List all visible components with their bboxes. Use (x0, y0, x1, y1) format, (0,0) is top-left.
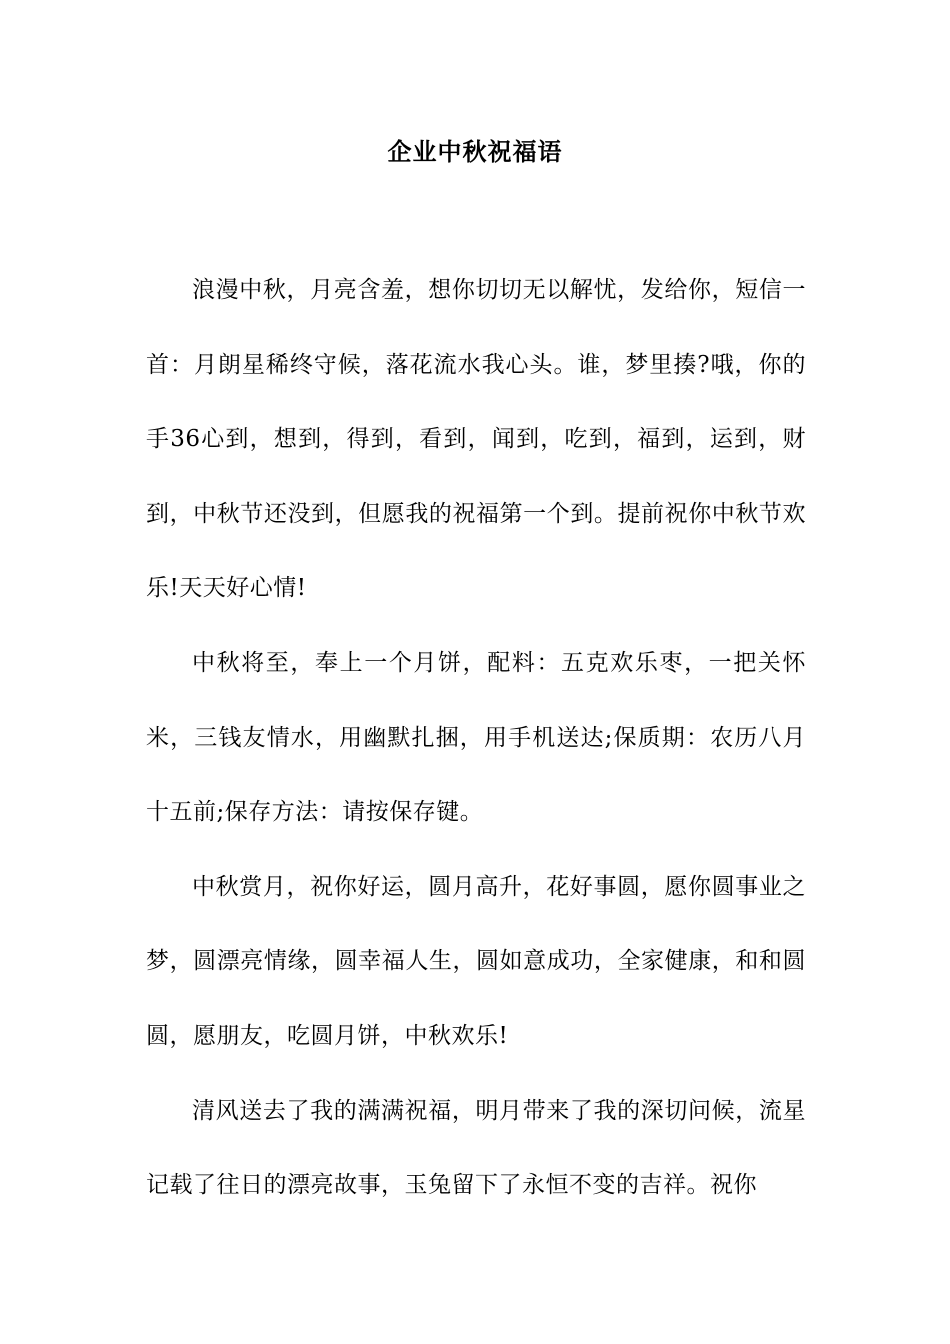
paragraph-1: 浪漫中秋，月亮含羞，想你切切无以解忧，发给你，短信一首：月朗星稀终守候，落花流水我心头。谁，梦里揍?哦，你的手36心到，想到，得到，看到，闻到，吃到，福到，运到，财到，中秋节还没到，但愿我的祝福第一个到。提前祝你中秋节欢乐!天天好心情! (146, 277, 806, 602)
paragraph-2: 中秋将至，奉上一个月饼，配料：五克欢乐枣，一把关怀米，三钱友情水，用幽默扎捆，用手机送达;保质期：农历八月十五前;保存方法：请按保存键。 (146, 649, 806, 826)
paragraph-4: 清风送去了我的满满祝福，明月带来了我的深切问候，流星记载了往日的漂亮故事，玉兔留下了永恒不变的吉祥。祝你 (146, 1097, 806, 1199)
paragraph-3: 中秋赏月，祝你好运，圆月高升，花好事圆，愿你圆事业之梦，圆漂亮情缘，圆幸福人生，圆如意成功，全家健康，和和圆圆，愿朋友，吃圆月饼，中秋欢乐! (146, 873, 806, 1049)
document-body (146, 253, 806, 1223)
document-title: 企业中秋祝福语 (387, 137, 563, 166)
